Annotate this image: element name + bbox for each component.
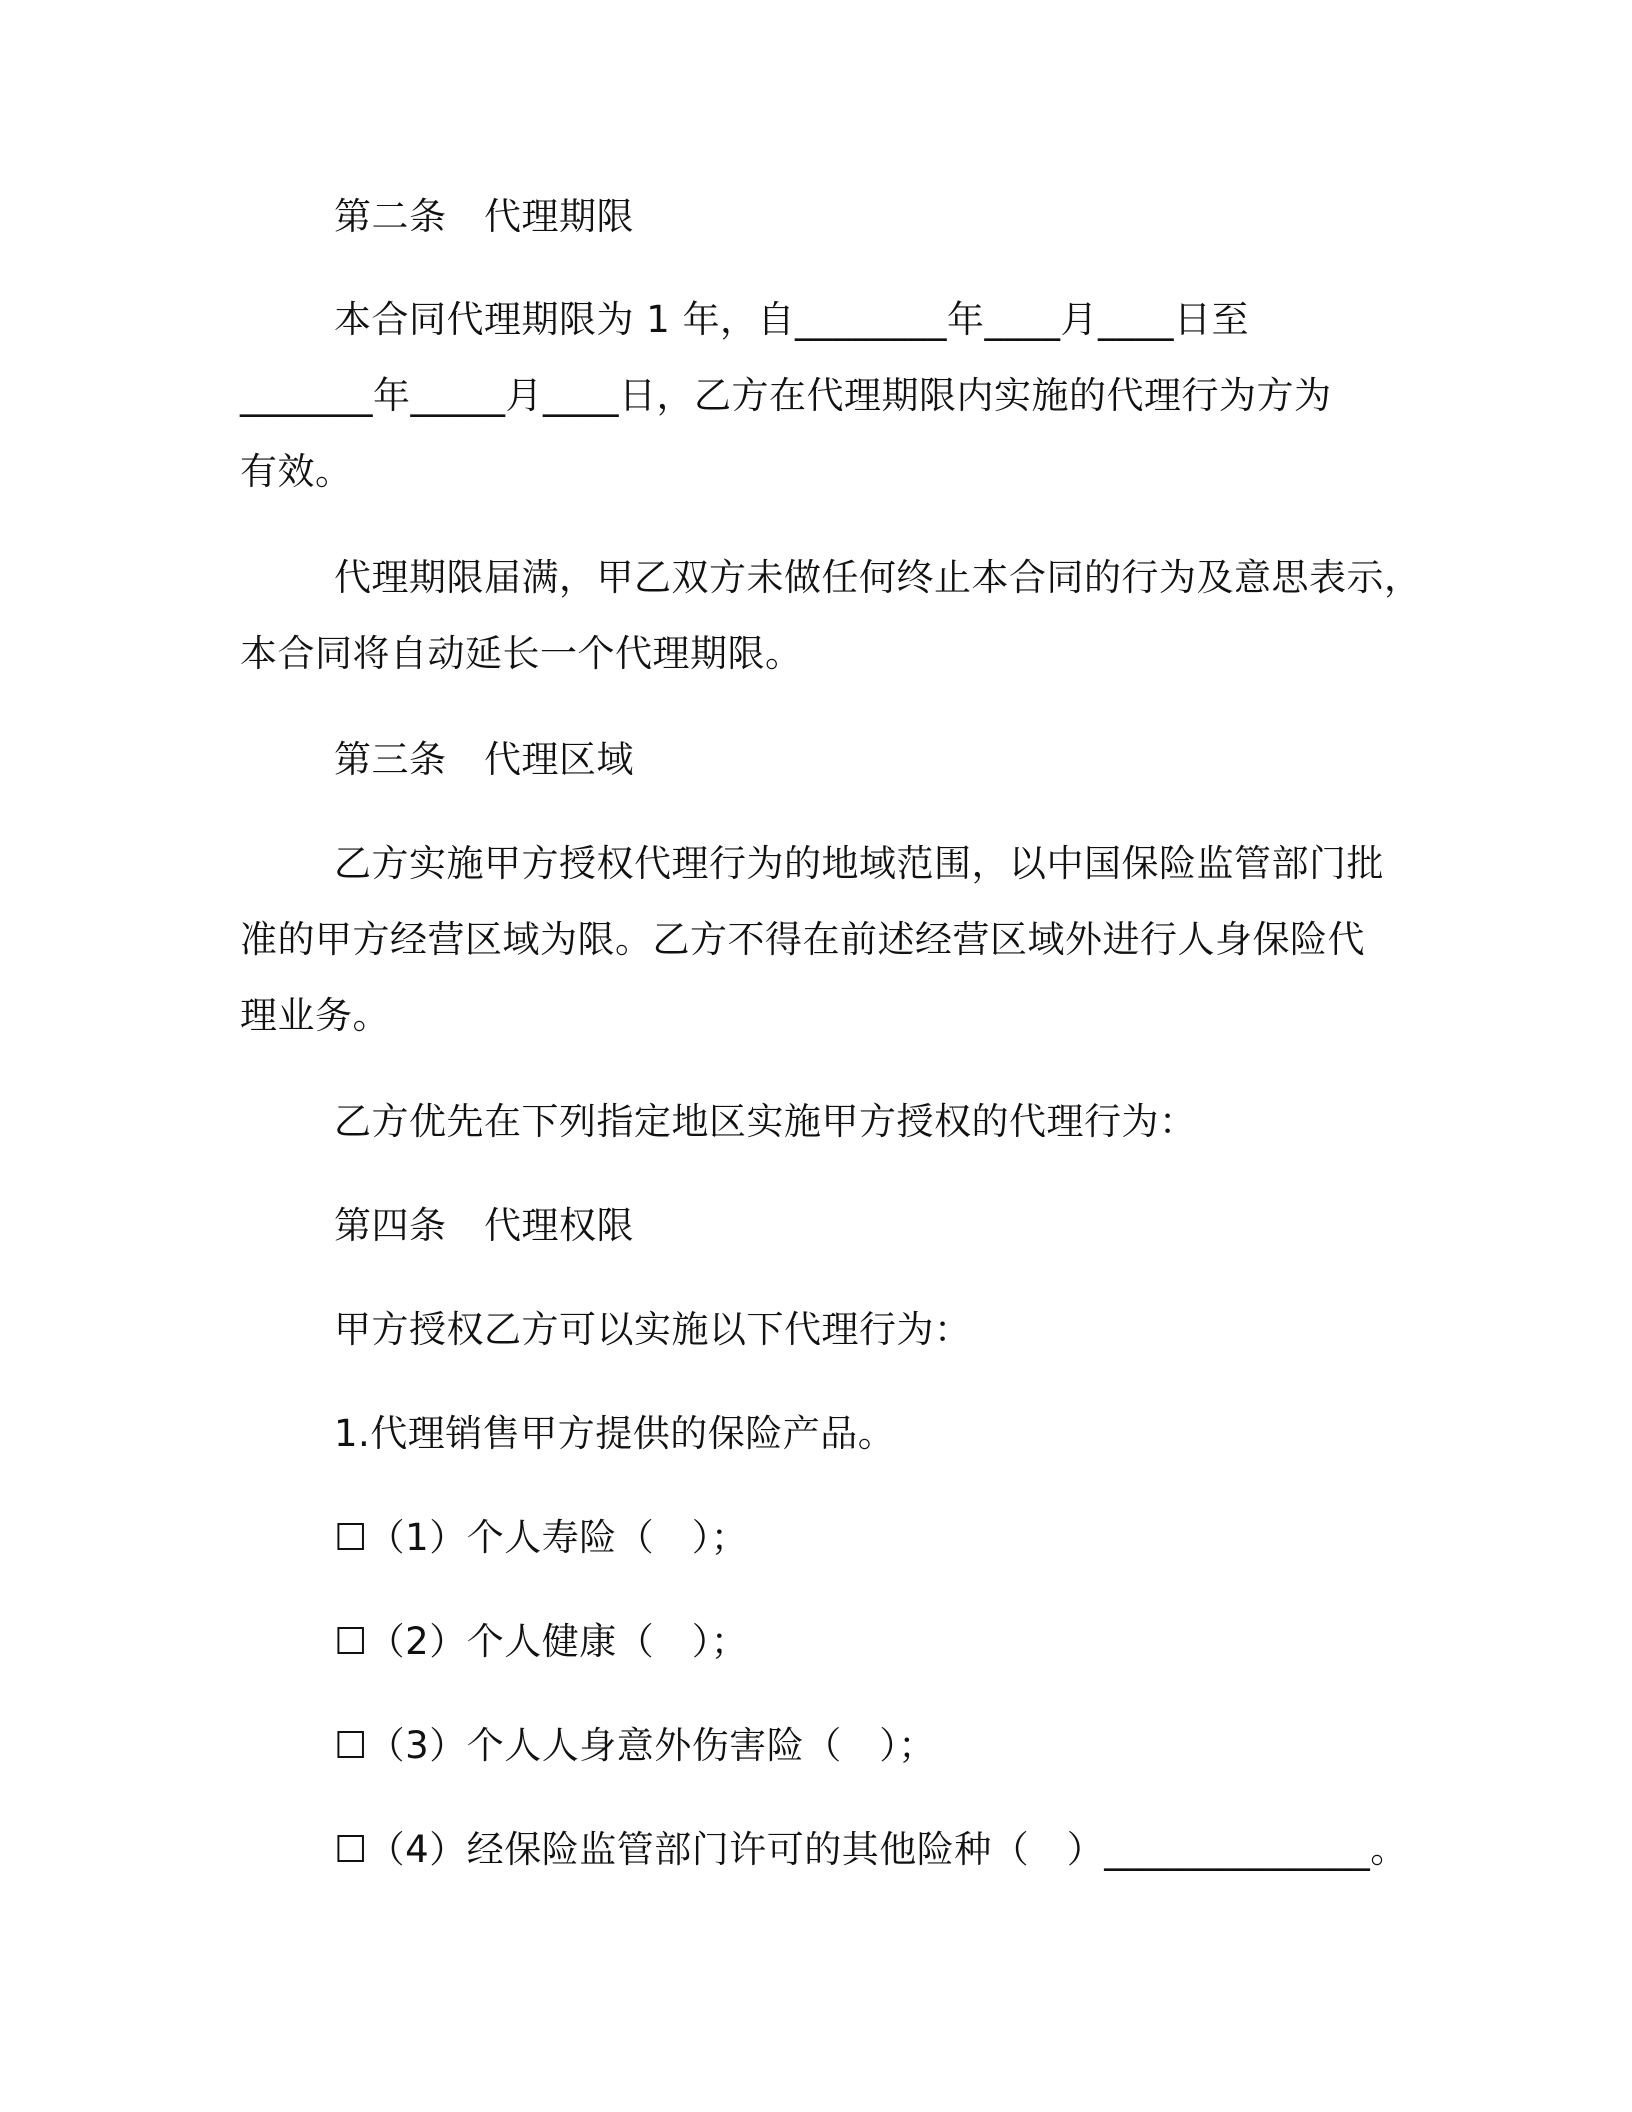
article-3-para-1-line-3: 理业务。 xyxy=(240,994,390,1037)
article-4-intro: 甲方授权乙方可以实施以下代理行为： xyxy=(334,1308,972,1351)
article-4-item-1: 1.代理销售甲方提供的保险产品。 xyxy=(334,1412,896,1455)
checkbox-icon[interactable]: ☐ xyxy=(334,1516,368,1559)
article-3-para-1-line-1: 乙方实施甲方授权代理行为的地域范围，以中国保险监管部门批 xyxy=(334,842,1384,885)
option-text: （1）个人寿险（ ）； xyxy=(367,1516,749,1559)
option-row-1 xyxy=(334,1516,748,1560)
option-row-3 xyxy=(334,1724,936,1768)
article-2-para-1-line-1: 本合同代理期限为 1 年，自________年____月____日至 xyxy=(334,298,1250,341)
article-4-heading: 第四条 代理权限 xyxy=(334,1204,634,1247)
article-2-para-2-line-1: 代理期限届满，甲乙双方未做任何终止本合同的行为及意思表示， xyxy=(334,556,1422,599)
checkbox-icon[interactable]: ☐ xyxy=(334,1724,368,1767)
option-text: （4）经保险监管部门许可的其他险种（ ）______________。 xyxy=(367,1828,1408,1871)
option-text: （3）个人人身意外伤害险（ ）； xyxy=(367,1724,936,1767)
option-text: （2）个人健康（ ）； xyxy=(367,1620,749,1663)
article-2-para-2-line-2: 本合同将自动延长一个代理期限。 xyxy=(240,632,803,675)
article-3-para-2: 乙方优先在下列指定地区实施甲方授权的代理行为： xyxy=(334,1100,1197,1143)
article-2-para-1-line-3: 有效。 xyxy=(240,450,353,493)
article-2-para-1-line-2: _______年_____月____日，乙方在代理期限内实施的代理行为方为 xyxy=(240,374,1332,417)
article-2-heading: 第二条 代理期限 xyxy=(334,195,634,238)
option-row-4 xyxy=(334,1828,1408,1872)
checkbox-icon[interactable]: ☐ xyxy=(334,1620,368,1663)
article-3-heading: 第三条 代理区域 xyxy=(334,738,634,781)
option-row-2 xyxy=(334,1620,748,1664)
checkbox-icon[interactable]: ☐ xyxy=(334,1828,368,1871)
article-3-para-1-line-2: 准的甲方经营区域为限。乙方不得在前述经营区域外进行人身保险代 xyxy=(240,918,1365,961)
